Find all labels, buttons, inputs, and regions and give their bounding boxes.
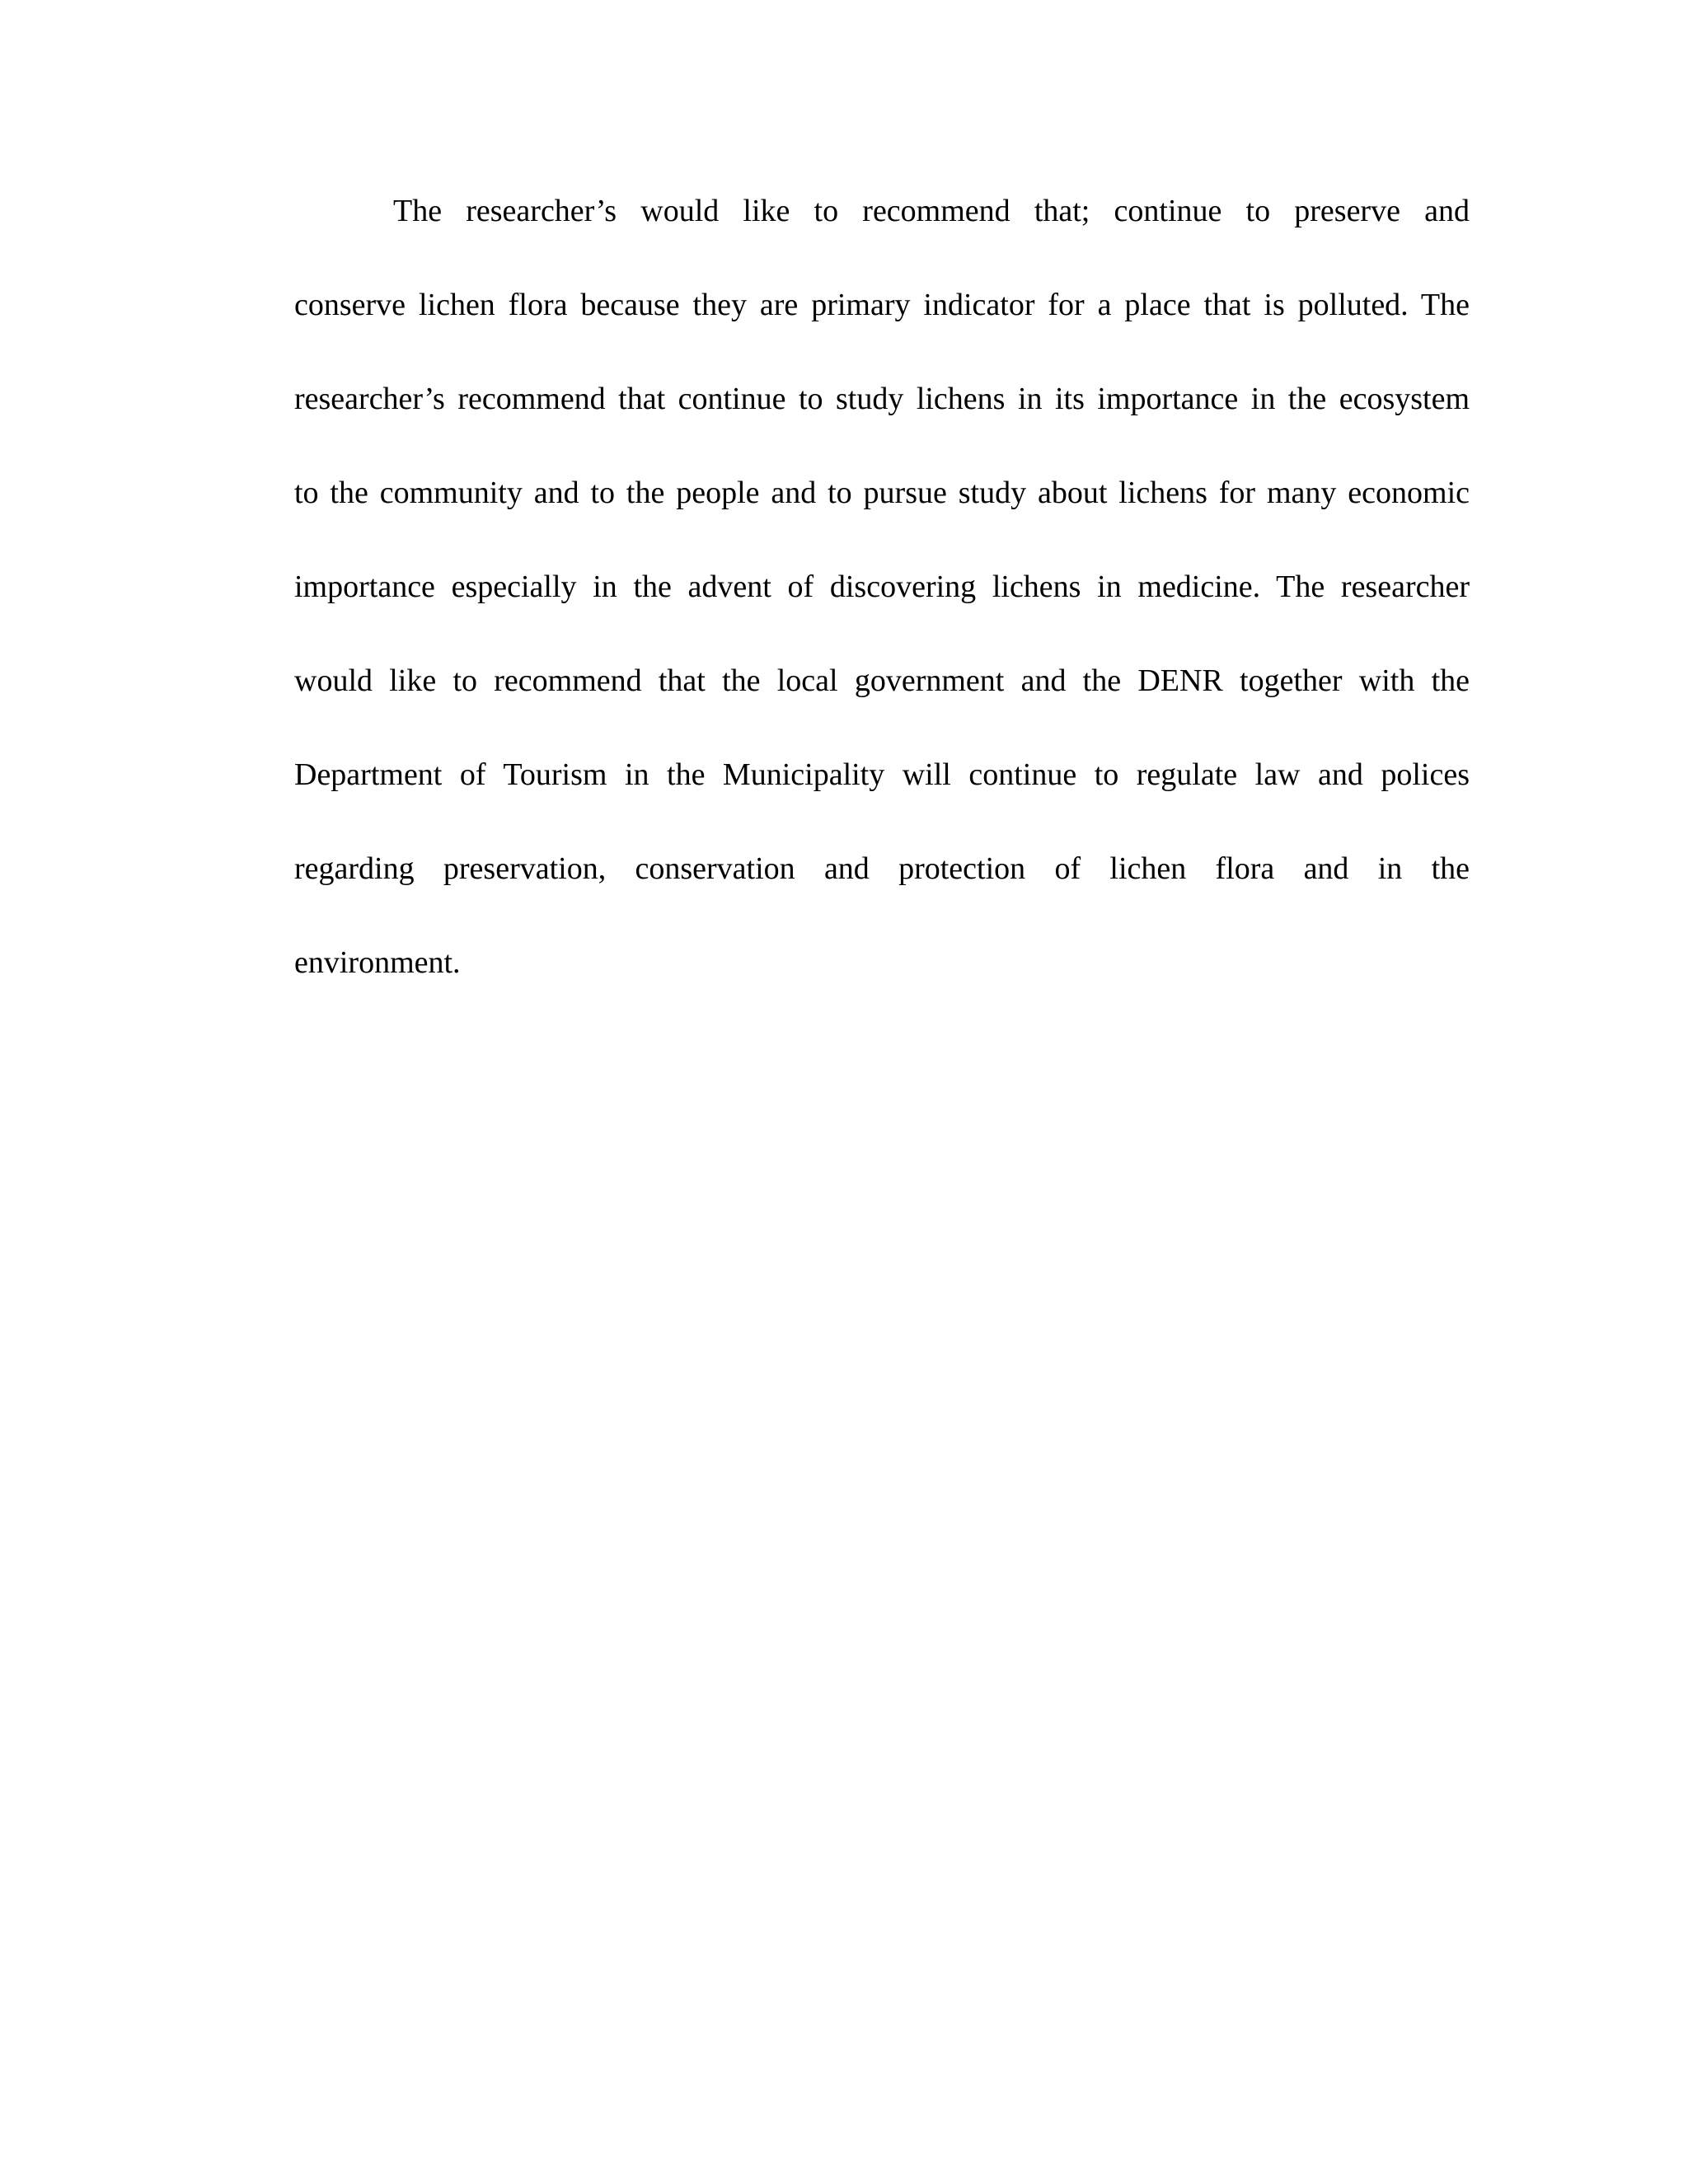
paragraph-line: to the community and to the people and to pursue study about lichens for many economic xyxy=(294,476,1470,510)
paragraph-line: would like to recommend that the local government and the DENR together with the xyxy=(294,663,1470,698)
paragraph-line: importance especially in the advent of discovering lichens in medicine. The researcher xyxy=(294,569,1470,604)
paragraph-line: The researcher’s would like to recommend that; continue to preserve and xyxy=(393,194,1470,228)
paragraph-line: Department of Tourism in the Municipality will continue to regulate law and polices xyxy=(294,757,1470,792)
paragraph-line: regarding preservation, conservation and protection of lichen flora and in the xyxy=(294,851,1470,886)
paragraph-line: environment. xyxy=(294,945,461,980)
paragraph-line: conserve lichen flora because they are primary indicator for a place that is polluted. The xyxy=(294,288,1470,322)
paragraph-line: researcher’s recommend that continue to study lichens in its importance in the ecosystem xyxy=(294,382,1470,416)
